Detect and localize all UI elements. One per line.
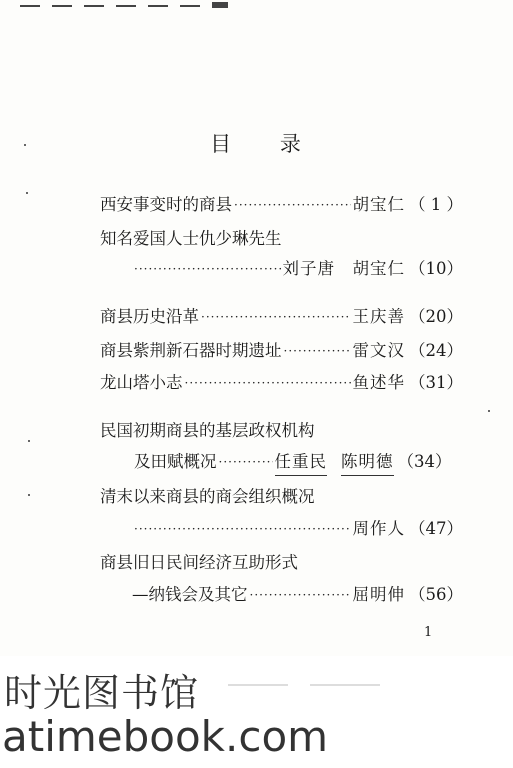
toc-entry[interactable] (100, 226, 282, 252)
leader-dots (134, 516, 351, 542)
entry-page: （47） (409, 519, 463, 538)
entry-author: 屈明伸 (352, 585, 405, 604)
toc-entry-continued[interactable] (132, 582, 463, 608)
entry-author: 王庆善 (352, 307, 405, 326)
toc-entry[interactable] (100, 338, 463, 364)
entry-author: 周作人 (352, 519, 405, 538)
entry-title: 商县旧日民间经济互助形式 (100, 553, 298, 572)
entry-title: 商县历史沿革 (100, 307, 199, 326)
faint-scan-line (228, 684, 288, 686)
page-number: 1 (424, 625, 433, 640)
toc-entry[interactable] (100, 304, 463, 330)
toc-entry-continued[interactable] (134, 449, 463, 475)
entry-page: （ 1 ） (409, 195, 463, 214)
toc-entry[interactable] (100, 370, 463, 396)
scan-speck (28, 494, 30, 496)
leader-dots (284, 338, 351, 364)
entry-author: 鱼述华 (352, 373, 405, 392)
entry-page: （31） (409, 373, 463, 392)
entry-title-continued: 及田赋概况 (134, 452, 217, 471)
entry-title: 知名爱国人士仇少琳先生 (100, 229, 282, 248)
leader-dots (234, 192, 351, 218)
entry-page: （24） (409, 341, 463, 360)
toc-entry[interactable] (100, 550, 298, 576)
scan-speck (26, 192, 28, 194)
entry-page: （20） (409, 307, 463, 326)
leader-dots (250, 582, 351, 608)
entry-author: 陈明德 (341, 449, 394, 476)
scan-speck (28, 440, 30, 442)
entry-author: 刘子唐 胡宝仁 (282, 259, 405, 278)
entry-author: 胡宝仁 (352, 195, 405, 214)
scan-speck (488, 410, 490, 412)
entry-title: 商县紫荆新石器时期遗址 (100, 341, 282, 360)
entry-title: 西安事变时的商县 (100, 195, 232, 214)
entry-title-continued: —纳钱会及其它 (132, 585, 248, 604)
entry-page: （10） (409, 259, 463, 278)
leader-dots (201, 304, 351, 330)
entry-title: 清末以来商县的商会组织概况 (100, 487, 315, 506)
toc-entry-continued[interactable] (132, 516, 463, 542)
leader-dots (134, 256, 281, 282)
entry-title: 龙山塔小志 (100, 373, 183, 392)
entry-author: 任重民 (275, 449, 328, 476)
entry-title: 民国初期商县的基层政权机构 (100, 421, 315, 440)
toc-entry-continued[interactable] (132, 256, 463, 282)
toc-entry[interactable] (100, 192, 463, 218)
entry-page: （56） (409, 585, 463, 604)
scan-speck (24, 144, 26, 146)
watermark-url: atimebook.com (2, 712, 329, 761)
toc-title: 目 录 (210, 132, 303, 156)
entry-page: （34） (397, 452, 452, 471)
faint-scan-line (310, 684, 380, 686)
toc-entry[interactable] (100, 418, 315, 444)
leader-dots (185, 370, 351, 396)
entry-author: 雷文汉 (352, 341, 405, 360)
toc-entry[interactable] (100, 484, 315, 510)
watermark-text-cn: 时光图书馆 (4, 671, 200, 715)
leader-dots (219, 449, 273, 475)
